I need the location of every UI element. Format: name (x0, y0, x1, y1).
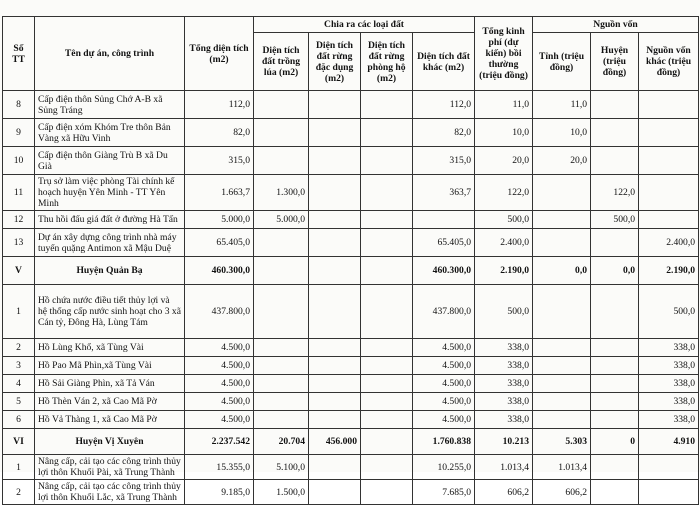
cell-province (533, 393, 591, 411)
cell-rice (254, 393, 309, 411)
header-land-group: Chia ra các loại đất (254, 17, 475, 33)
header-protect-forest: Diện tích đất rừng phòng hộ (m2) (361, 33, 413, 91)
cell-other-funds (639, 175, 699, 211)
cell-name: Hồ chứa nước điều tiết thủy lợi và hệ thống cấp nước sinh hoạt cho 3 xã Cán tỷ, Đông Hà, Lùng Tám (35, 285, 185, 339)
cell-other-funds (639, 91, 699, 119)
cell-total-area: 15.355,0 (185, 455, 254, 480)
table-row (3, 411, 699, 429)
cell-rice (254, 91, 309, 119)
cell-stt: 1 (3, 455, 35, 480)
cell-other-land: 437.800,0 (413, 285, 475, 339)
cell-other-funds: 338,0 (639, 357, 699, 375)
cell-other-funds (639, 147, 699, 175)
cell-total-area: 437.800,0 (185, 285, 254, 339)
cell-total-cost: 2.190,0 (475, 257, 533, 285)
cell-protect-forest (361, 357, 413, 375)
cell-total-cost: 338,0 (475, 357, 533, 375)
cell-province: 11,0 (533, 91, 591, 119)
cell-special-forest (309, 229, 361, 257)
cell-special-forest (309, 339, 361, 357)
cell-special-forest (309, 257, 361, 285)
cell-stt: 3 (3, 357, 35, 375)
cell-district (591, 357, 639, 375)
cell-total-cost: 500,0 (475, 285, 533, 339)
cell-stt: 9 (3, 119, 35, 147)
header-funds-group: Nguồn vốn (533, 17, 699, 33)
table-row (3, 91, 699, 119)
header-rice: Diện tích đất trồng lúa (m2) (254, 33, 309, 91)
cell-special-forest (309, 175, 361, 211)
table-row (3, 455, 699, 480)
cell-name: Nâng cấp, cải tạo các công trình thủy lợi thôn Khuổi Pài, xã Trung Thành (35, 455, 185, 480)
cell-other-land: 315,0 (413, 147, 475, 175)
cell-total-area: 4.500,0 (185, 357, 254, 375)
cell-total-cost: 500,0 (475, 211, 533, 229)
cell-other-land: 460.300,0 (413, 257, 475, 285)
cell-other-land: 4.500,0 (413, 375, 475, 393)
cell-rice: 20.704 (254, 429, 309, 455)
cell-protect-forest (361, 375, 413, 393)
cell-name: Cấp điện thôn Sủng Chớ A-B xã Sủng Tráng (35, 91, 185, 119)
cell-province: 1.013,4 (533, 455, 591, 480)
cell-other-funds (639, 119, 699, 147)
header-special-forest: Diện tích đất rừng đặc dụng (m2) (309, 33, 361, 91)
cell-other-land: 4.500,0 (413, 357, 475, 375)
cell-stt: V (3, 257, 35, 285)
cell-protect-forest (361, 480, 413, 505)
cell-total-cost: 338,0 (475, 411, 533, 429)
cell-total-area: 2.237.542 (185, 429, 254, 455)
cell-stt: 4 (3, 375, 35, 393)
cell-rice (254, 147, 309, 175)
cell-name: Thu hồi đấu giá đất ở đường Hà Tấn (35, 211, 185, 229)
table-row (3, 229, 699, 257)
cell-other-land: 82,0 (413, 119, 475, 147)
cell-stt: 2 (3, 339, 35, 357)
cell-other-funds: 338,0 (639, 393, 699, 411)
cell-district (591, 480, 639, 505)
cell-other-land: 7.685,0 (413, 480, 475, 505)
cell-other-land: 65.405,0 (413, 229, 475, 257)
cell-rice (254, 375, 309, 393)
cell-other-land: 4.500,0 (413, 393, 475, 411)
cell-special-forest (309, 147, 361, 175)
cell-name: Huyện Quản Bạ (35, 257, 185, 285)
cell-total-area: 315,0 (185, 147, 254, 175)
cell-province (533, 375, 591, 393)
cell-district (591, 339, 639, 357)
cell-total-area: 4.500,0 (185, 411, 254, 429)
cell-name: Trụ sở làm việc phòng Tài chính kế hoạch huyện Yên Minh - TT Yên Minh (35, 175, 185, 211)
cell-total-cost: 122,0 (475, 175, 533, 211)
cell-protect-forest (361, 119, 413, 147)
cell-total-area: 4.500,0 (185, 375, 254, 393)
cell-rice: 1.300,0 (254, 175, 309, 211)
table-row (3, 119, 699, 147)
cell-total-area: 65.405,0 (185, 229, 254, 257)
cell-stt: 2 (3, 480, 35, 505)
cell-other-funds: 500,0 (639, 285, 699, 339)
cell-district (591, 147, 639, 175)
cell-district (591, 119, 639, 147)
cell-province: 20,0 (533, 147, 591, 175)
cell-stt: 13 (3, 229, 35, 257)
cell-special-forest: 456.000 (309, 429, 361, 455)
cell-protect-forest (361, 455, 413, 480)
cell-province (533, 339, 591, 357)
table-row (3, 375, 699, 393)
cell-special-forest (309, 455, 361, 480)
cell-province: 606,2 (533, 480, 591, 505)
cell-province: 10,0 (533, 119, 591, 147)
cell-name: Hồ Sải Giàng Phìn, xã Tả Ván (35, 375, 185, 393)
cell-rice (254, 119, 309, 147)
cell-other-land: 4.500,0 (413, 411, 475, 429)
cell-other-funds: 338,0 (639, 375, 699, 393)
cell-province (533, 357, 591, 375)
cell-special-forest (309, 480, 361, 505)
header-name: Tên dự án, công trình (35, 17, 185, 91)
cell-total-cost: 338,0 (475, 393, 533, 411)
cell-rice (254, 285, 309, 339)
cell-other-funds: 338,0 (639, 411, 699, 429)
cell-district (591, 229, 639, 257)
cell-special-forest (309, 211, 361, 229)
cell-protect-forest (361, 411, 413, 429)
cell-special-forest (309, 357, 361, 375)
cell-rice (254, 257, 309, 285)
cell-total-cost: 2.400,0 (475, 229, 533, 257)
cell-other-land: 112,0 (413, 91, 475, 119)
cell-stt: VI (3, 429, 35, 455)
cell-total-area: 9.185,0 (185, 480, 254, 505)
cell-protect-forest (361, 229, 413, 257)
cell-district (591, 285, 639, 339)
cell-district: 0 (591, 429, 639, 455)
cell-rice (254, 339, 309, 357)
cell-rice: 5.100,0 (254, 455, 309, 480)
cell-stt: 1 (3, 285, 35, 339)
cell-other-land: 4.500,0 (413, 339, 475, 357)
cell-other-funds: 4.910 (639, 429, 699, 455)
cell-total-cost: 338,0 (475, 375, 533, 393)
cell-total-cost: 338,0 (475, 339, 533, 357)
cell-protect-forest (361, 393, 413, 411)
cell-district: 122,0 (591, 175, 639, 211)
cell-stt: 12 (3, 211, 35, 229)
cell-other-land: 1.760.838 (413, 429, 475, 455)
cell-province (533, 411, 591, 429)
header-other-funds: Nguồn vốn khác (triệu đồng) (639, 33, 699, 91)
cell-total-area: 1.663,7 (185, 175, 254, 211)
cell-name: Hồ Vả Thàng 1, xã Cao Mã Pờ (35, 411, 185, 429)
header-province: Tỉnh (triệu đồng) (533, 33, 591, 91)
table-row (3, 480, 699, 505)
cell-province: 5.303 (533, 429, 591, 455)
cell-province (533, 175, 591, 211)
header-total-cost: Tổng kinh phí (dự kiến) bồi thường (triệu đồng) (475, 17, 533, 91)
cell-total-cost: 11,0 (475, 91, 533, 119)
cell-district (591, 91, 639, 119)
cell-rice: 1.500,0 (254, 480, 309, 505)
cell-special-forest (309, 393, 361, 411)
cell-protect-forest (361, 257, 413, 285)
cell-district: 500,0 (591, 211, 639, 229)
cell-protect-forest (361, 147, 413, 175)
cell-name: Hồ Thèn Ván 2, xã Cao Mã Pờ (35, 393, 185, 411)
cell-total-cost: 20,0 (475, 147, 533, 175)
table-row (3, 285, 699, 339)
header-total-area: Tổng diện tích (m2) (185, 17, 254, 91)
cell-protect-forest (361, 175, 413, 211)
table-row (3, 339, 699, 357)
cell-total-area: 460.300,0 (185, 257, 254, 285)
cell-total-area: 4.500,0 (185, 393, 254, 411)
cell-stt: 11 (3, 175, 35, 211)
cell-other-land: 363,7 (413, 175, 475, 211)
cell-district (591, 411, 639, 429)
cell-rice (254, 357, 309, 375)
cell-protect-forest (361, 91, 413, 119)
cell-rice (254, 229, 309, 257)
cell-stt: 10 (3, 147, 35, 175)
cell-total-cost: 1.013,4 (475, 455, 533, 480)
cell-district (591, 375, 639, 393)
cell-total-area: 5.000,0 (185, 211, 254, 229)
cell-other-funds: 338,0 (639, 339, 699, 357)
cell-other-funds: 2.400,0 (639, 229, 699, 257)
header-district: Huyện (triệu đồng) (591, 33, 639, 91)
group-row (3, 429, 699, 455)
cell-other-land: 10.255,0 (413, 455, 475, 480)
cell-other-funds (639, 480, 699, 505)
cell-name: Hồ Pao Mã Phìn,xã Tùng Vài (35, 357, 185, 375)
cell-rice: 5.000,0 (254, 211, 309, 229)
cell-name: Cấp điện thôn Giàng Trù B xã Du Già (35, 147, 185, 175)
cell-total-cost: 10.213 (475, 429, 533, 455)
cell-total-cost: 10,0 (475, 119, 533, 147)
table-row (3, 357, 699, 375)
table-row (3, 211, 699, 229)
cell-other-funds (639, 455, 699, 480)
cell-other-land (413, 211, 475, 229)
cell-district (591, 393, 639, 411)
cell-protect-forest (361, 339, 413, 357)
cell-stt: 8 (3, 91, 35, 119)
cell-stt: 6 (3, 411, 35, 429)
table-row (3, 175, 699, 211)
cell-rice (254, 411, 309, 429)
cell-stt: 5 (3, 393, 35, 411)
cell-name: Nâng cấp, cải tạo các công trình thủy lợi thôn Khuổi Lắc, xã Trung Thành (35, 480, 185, 505)
header-other-land: Diện tích đất khác (m2) (413, 33, 475, 91)
cell-special-forest (309, 119, 361, 147)
cell-province (533, 229, 591, 257)
cell-province (533, 285, 591, 339)
cell-special-forest (309, 411, 361, 429)
cell-district: 0,0 (591, 257, 639, 285)
cell-name: Huyện Vị Xuyên (35, 429, 185, 455)
cell-protect-forest (361, 429, 413, 455)
table-body (3, 91, 699, 505)
table-row (3, 393, 699, 411)
cell-special-forest (309, 285, 361, 339)
group-row (3, 257, 699, 285)
cell-total-area: 4.500,0 (185, 339, 254, 357)
cell-province: 0,0 (533, 257, 591, 285)
cell-total-cost: 606,2 (475, 480, 533, 505)
cell-total-area: 112,0 (185, 91, 254, 119)
table-row (3, 147, 699, 175)
cell-name: Cấp điện xóm Khóm Tre thôn Bản Vàng xã Hữu Vinh (35, 119, 185, 147)
cell-other-funds: 2.190,0 (639, 257, 699, 285)
cell-name: Hồ Lùng Khổ, xã Tùng Vài (35, 339, 185, 357)
cell-protect-forest (361, 211, 413, 229)
cell-special-forest (309, 375, 361, 393)
land-table (2, 16, 699, 505)
cell-protect-forest (361, 285, 413, 339)
cell-other-funds (639, 211, 699, 229)
cell-district (591, 455, 639, 480)
cell-special-forest (309, 91, 361, 119)
cell-name: Dự án xây dựng công trình nhà máy tuyển quặng Antimon xã Mậu Duệ (35, 229, 185, 257)
cell-total-area: 82,0 (185, 119, 254, 147)
cell-province (533, 211, 591, 229)
header-stt: Số TT (3, 17, 35, 91)
